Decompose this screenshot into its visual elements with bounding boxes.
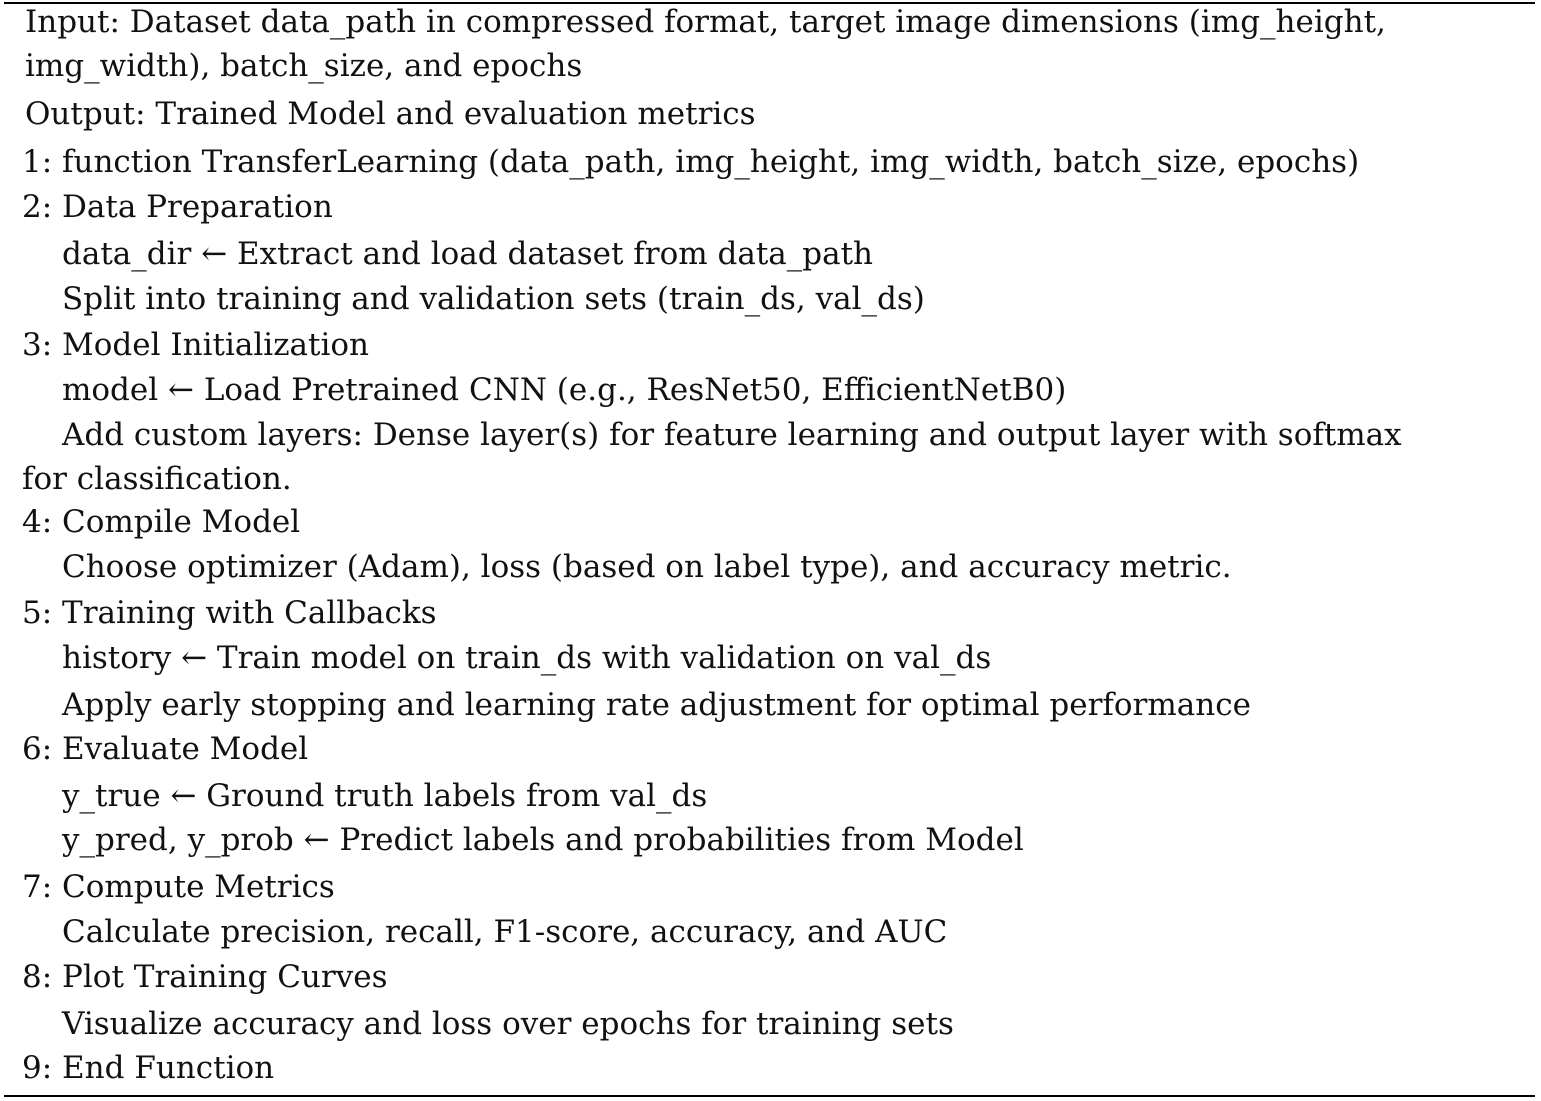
step-3-detail-2-continued: for classification. [22, 461, 292, 497]
input-line-1: Input: Dataset data_path in compressed format, target image dimensions (img_height, [25, 4, 1386, 40]
step-8-detail: Visualize accuracy and loss over epochs for training sets [62, 1006, 954, 1042]
step-6-heading: 6: Evaluate Model [22, 731, 309, 767]
step-4-heading: 4: Compile Model [22, 504, 301, 540]
step-5-heading: 5: Training with Callbacks [22, 595, 437, 631]
step-1-function: 1: function TransferLearning (data_path, img_height, img_width, batch_size, epochs) [22, 144, 1360, 180]
step-7-heading: 7: Compute Metrics [22, 869, 335, 905]
step-3-detail-2: Add custom layers: Dense layer(s) for feature learning and output layer with softmax [62, 417, 1402, 453]
step-7-detail: Calculate precision, recall, F1-score, accuracy, and AUC [62, 914, 948, 950]
input-line-2: img_width), batch_size, and epochs [25, 48, 583, 84]
step-2-detail-1: data_dir ← Extract and load dataset from data_path [62, 236, 874, 272]
step-4-detail: Choose optimizer (Adam), loss (based on label type), and accuracy metric. [62, 549, 1232, 585]
step-6-detail-2: y_pred, y_prob ← Predict labels and probabilities from Model [62, 822, 1024, 858]
output-line: Output: Trained Model and evaluation metrics [25, 96, 756, 132]
step-3-heading: 3: Model Initialization [22, 327, 370, 363]
step-3-detail-1: model ← Load Pretrained CNN (e.g., ResNet50, EfficientNetB0) [62, 372, 1067, 408]
bottom-rule [4, 1095, 1535, 1097]
step-5-detail-2: Apply early stopping and learning rate adjustment for optimal performance [62, 687, 1251, 723]
step-8-heading: 8: Plot Training Curves [22, 959, 388, 995]
step-2-heading: 2: Data Preparation [22, 189, 333, 225]
step-2-detail-2: Split into training and validation sets (train_ds, val_ds) [62, 281, 925, 317]
step-5-detail-1: history ← Train model on train_ds with validation on val_ds [62, 640, 992, 676]
step-9-end: 9: End Function [22, 1050, 275, 1086]
step-6-detail-1: y_true ← Ground truth labels from val_ds [62, 778, 708, 814]
